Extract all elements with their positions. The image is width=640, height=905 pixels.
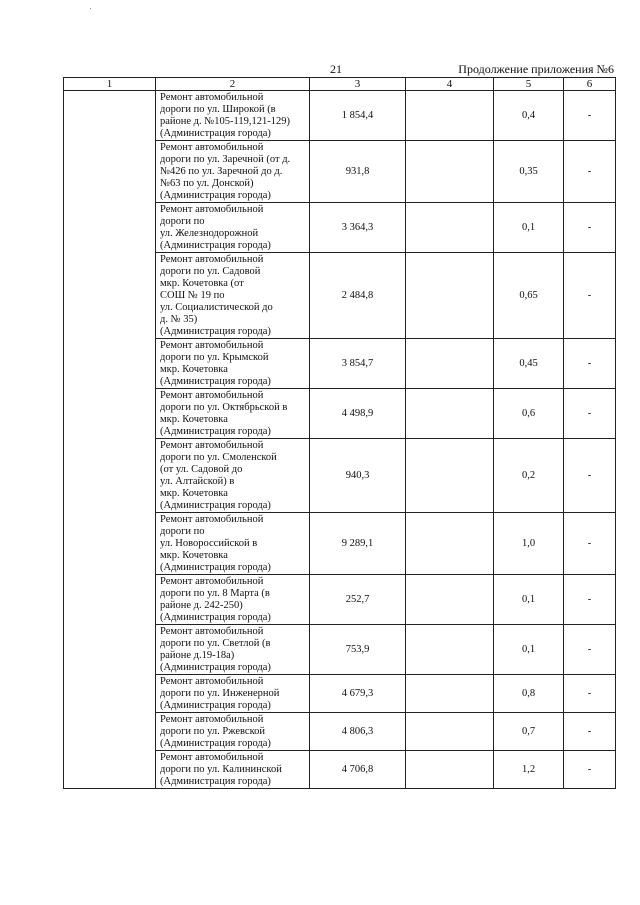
- funding-amount: 4 706,8: [310, 751, 406, 789]
- column-4-value: [406, 751, 494, 789]
- column-header: 4: [406, 78, 494, 91]
- group-cell: [64, 625, 156, 675]
- column-6-value: -: [564, 675, 616, 713]
- group-cell: [64, 339, 156, 389]
- road-length-km: 0,1: [494, 575, 564, 625]
- page-number: 21: [330, 62, 342, 76]
- repair-object-name: Ремонт автомобильной дороги по ул. 8 Марта (в районе д. 242-250) (Администрация города): [156, 575, 310, 625]
- road-length-km: 0,7: [494, 713, 564, 751]
- table-row: [64, 141, 616, 203]
- column-header: 5: [494, 78, 564, 91]
- table-row: [64, 389, 616, 439]
- funding-amount: 4 806,3: [310, 713, 406, 751]
- group-cell: [64, 575, 156, 625]
- column-6-value: -: [564, 91, 616, 141]
- funding-amount: 2 484,8: [310, 253, 406, 339]
- table-row: [64, 439, 616, 513]
- funding-amount: 4 498,9: [310, 389, 406, 439]
- column-6-value: -: [564, 751, 616, 789]
- column-header: 1: [64, 78, 156, 91]
- table-row: [64, 751, 616, 789]
- road-length-km: 1,0: [494, 513, 564, 575]
- table-row: [64, 675, 616, 713]
- group-cell: [64, 713, 156, 751]
- repair-object-name: Ремонт автомобильной дороги по ул. Крымской мкр. Кочетовка (Администрация города): [156, 339, 310, 389]
- column-6-value: -: [564, 339, 616, 389]
- road-length-km: 0,2: [494, 439, 564, 513]
- repair-object-name: Ремонт автомобильной дороги по ул. Железнодорожной (Администрация города): [156, 203, 310, 253]
- column-6-value: -: [564, 513, 616, 575]
- road-repair-table: [63, 77, 616, 789]
- column-6-value: -: [564, 389, 616, 439]
- road-length-km: 0,35: [494, 141, 564, 203]
- table-row: [64, 713, 616, 751]
- column-4-value: [406, 625, 494, 675]
- repair-object-name: Ремонт автомобильной дороги по ул. Новороссийской в мкр. Кочетовка (Администрация города): [156, 513, 310, 575]
- repair-object-name: Ремонт автомобильной дороги по ул. Садовой мкр. Кочетовка (от СОШ № 19 по ул. Социалистической до д. № 35) (Администрация города): [156, 253, 310, 339]
- column-4-value: [406, 339, 494, 389]
- table-row: [64, 625, 616, 675]
- column-4-value: [406, 513, 494, 575]
- group-cell: [64, 513, 156, 575]
- column-6-value: -: [564, 625, 616, 675]
- column-6-value: -: [564, 141, 616, 203]
- funding-amount: 940,3: [310, 439, 406, 513]
- road-length-km: 1,2: [494, 751, 564, 789]
- group-cell: [64, 439, 156, 513]
- column-6-value: -: [564, 253, 616, 339]
- funding-amount: 931,8: [310, 141, 406, 203]
- road-length-km: 0,8: [494, 675, 564, 713]
- road-length-km: 0,45: [494, 339, 564, 389]
- table-row: [64, 203, 616, 253]
- table-row: [64, 513, 616, 575]
- scan-dot: [90, 8, 91, 9]
- group-cell: [64, 389, 156, 439]
- table-row: [64, 575, 616, 625]
- repair-object-name: Ремонт автомобильной дороги по ул. Октябрьской в мкр. Кочетовка (Администрация города): [156, 389, 310, 439]
- column-4-value: [406, 141, 494, 203]
- column-4-value: [406, 575, 494, 625]
- repair-object-name: Ремонт автомобильной дороги по ул. Калининской (Администрация города): [156, 751, 310, 789]
- road-length-km: 0,4: [494, 91, 564, 141]
- road-length-km: 0,6: [494, 389, 564, 439]
- column-header: 2: [156, 78, 310, 91]
- road-length-km: 0,1: [494, 625, 564, 675]
- column-number-row: [64, 78, 616, 91]
- column-6-value: -: [564, 203, 616, 253]
- column-4-value: [406, 253, 494, 339]
- column-4-value: [406, 389, 494, 439]
- group-cell: [64, 141, 156, 203]
- repair-object-name: Ремонт автомобильной дороги по ул. Широкой (в районе д. №105-119,121-129) (Администрация города): [156, 91, 310, 141]
- group-cell: [64, 91, 156, 141]
- column-6-value: -: [564, 713, 616, 751]
- funding-amount: 252,7: [310, 575, 406, 625]
- funding-amount: 4 679,3: [310, 675, 406, 713]
- column-4-value: [406, 91, 494, 141]
- funding-amount: 9 289,1: [310, 513, 406, 575]
- column-4-value: [406, 713, 494, 751]
- column-4-value: [406, 675, 494, 713]
- column-header: 3: [310, 78, 406, 91]
- funding-amount: 3 854,7: [310, 339, 406, 389]
- column-6-value: -: [564, 439, 616, 513]
- table-row: [64, 253, 616, 339]
- road-length-km: 0,1: [494, 203, 564, 253]
- repair-object-name: Ремонт автомобильной дороги по ул. Смоленской (от ул. Садовой до ул. Алтайской) в мкр. Кочетовка (Администрация города): [156, 439, 310, 513]
- table-row: [64, 339, 616, 389]
- repair-object-name: Ремонт автомобильной дороги по ул. Светлой (в районе д.19-18а) (Администрация города): [156, 625, 310, 675]
- funding-amount: 3 364,3: [310, 203, 406, 253]
- table-row: [64, 91, 616, 141]
- repair-object-name: Ремонт автомобильной дороги по ул. Инженерной (Администрация города): [156, 675, 310, 713]
- group-cell: [64, 751, 156, 789]
- funding-amount: 1 854,4: [310, 91, 406, 141]
- group-cell: [64, 203, 156, 253]
- road-length-km: 0,65: [494, 253, 564, 339]
- column-4-value: [406, 439, 494, 513]
- group-cell: [64, 675, 156, 713]
- group-cell: [64, 253, 156, 339]
- repair-object-name: Ремонт автомобильной дороги по ул. Ржевской (Администрация города): [156, 713, 310, 751]
- column-header: 6: [564, 78, 616, 91]
- funding-amount: 753,9: [310, 625, 406, 675]
- column-6-value: -: [564, 575, 616, 625]
- column-4-value: [406, 203, 494, 253]
- repair-object-name: Ремонт автомобильной дороги по ул. Заречной (от д. №426 по ул. Заречной до д. №63 по ул. Донской) (Администрация города): [156, 141, 310, 203]
- annex-continuation-note: Продолжение приложения №6: [458, 62, 614, 76]
